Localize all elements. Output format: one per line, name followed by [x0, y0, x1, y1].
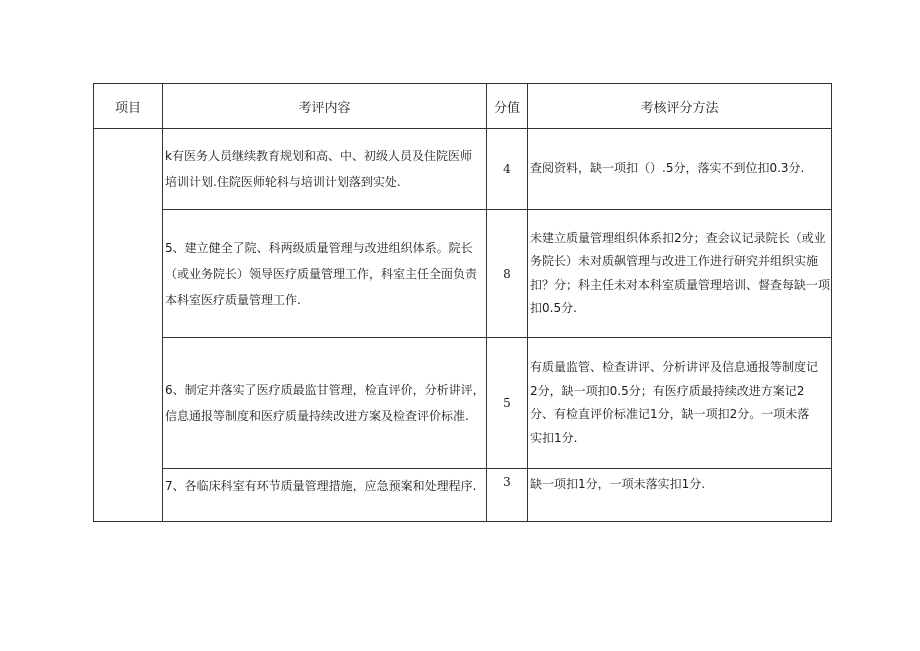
content-line: 本科室医疗质量管理工作. [165, 292, 301, 307]
table-row [94, 469, 832, 522]
method-line: 有质量监管、检查讲评、分析讲评及信息通报等制度记 [530, 360, 819, 374]
header-content: 考评内容 [163, 84, 487, 129]
score-cell: 4 [487, 129, 528, 210]
header-score: 分值 [487, 84, 528, 129]
score-cell: 5 [487, 338, 528, 469]
score-cell: 3 [487, 469, 528, 522]
content-line: 信息通报等制度和医疗质量持续改进方案及检查评价标准. [165, 409, 469, 423]
content-line: k有医务人员继续教育规划和高、中、初级人员及住院医师 [165, 149, 472, 163]
table-row [94, 129, 832, 210]
content-cell [163, 129, 487, 210]
method-line: 扣0.5分. [530, 301, 577, 315]
content-cell [163, 338, 487, 469]
content-cell [163, 210, 487, 338]
method-cell [528, 129, 832, 210]
method-line: 缺一项扣1分，一项未落实扣1分. [530, 477, 706, 491]
method-line: 扣？分；科主任未对本科室质量管理培训、督查每缺一项 [530, 277, 831, 292]
method-line: 未建立质量管理组织体系扣2分；查会议记录院长（或业 [530, 230, 826, 245]
method-line: 分、有检直评价标准记1分，缺一项扣2分。一项未落 [530, 407, 810, 421]
table-header-row [94, 84, 832, 129]
method-cell [528, 210, 832, 338]
table-row [94, 338, 832, 469]
score-cell: 8 [487, 210, 528, 338]
content-line: 培训计划.住院医师轮科与培训计划落到实处. [165, 175, 401, 189]
method-line: 2分，缺一项扣0.5分；有医疗质最持续改进方案记2 [530, 383, 805, 398]
content-cell [163, 469, 487, 522]
method-line: 查阅资料，缺一项扣（）.5分，落实不到位扣0.3分. [530, 161, 805, 176]
evaluation-table [93, 83, 832, 522]
table-row [94, 210, 832, 338]
method-cell [528, 338, 832, 469]
header-item: 项目 [94, 84, 163, 129]
method-cell [528, 469, 832, 522]
content-line: 5、建立健全了院、科两级质量管理与改进组织体系。院长 [165, 240, 473, 255]
content-line: 7、各临床科室有环节质量管理措施，应急预案和处理程序. [165, 479, 477, 493]
header-method: 考核评分方法 [528, 84, 832, 129]
item-cell [94, 129, 163, 522]
content-line: 6、制定并落实了医疗质最监甘管理，检直评价，分析讲评， [165, 383, 485, 397]
content-line: （或业务院长）领导医疗质量管理工作，科室主任全面负责 [165, 266, 478, 281]
method-line: 务院长）未对质飙管理与改进工作进行研究并组织实施 [530, 254, 819, 268]
method-line: 实扣1分. [530, 430, 578, 445]
